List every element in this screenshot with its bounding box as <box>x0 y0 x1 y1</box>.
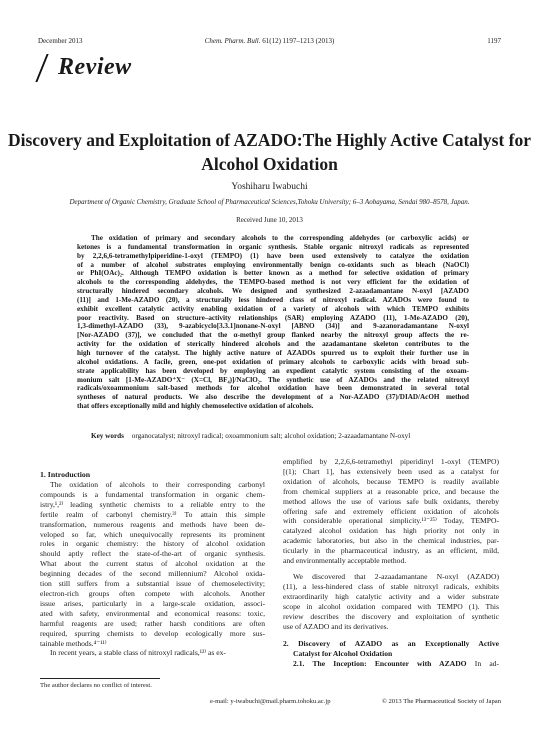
abstract-line: radicals/oxoammonium salt-based methods for alcohol oxidation have been demonstrated in several total <box>77 384 469 393</box>
footnote-rule <box>40 678 160 679</box>
body-text-line: The oxidation of alcohols to their corresponding carbonyl <box>50 480 265 489</box>
abstract-line: ketones is a fundamental transformation in organic synthesis. Stable organic nitroxyl radicals as represented <box>77 242 469 251</box>
body-column-right <box>283 457 499 669</box>
body-text-line: issue arises, particularly in a large-scale oxidation, associ- <box>40 598 265 608</box>
abstract-line: 1,3-dimethyl-AZADO (33), 9-azabicyclo[3.3.1]nonane-N-oxyl [ABNO (34)] and 9-azanoradamantane N-oxyl <box>77 322 469 331</box>
review-label: Review <box>58 54 132 80</box>
introduction-paragraph-2-continued <box>283 457 499 566</box>
abstract-line: by 2,2,6,6-tetramethylpiperidine-1-oxyl (TEMPO) (1) have been used extensively to catalyze the oxidation <box>77 251 469 260</box>
body-text-line: scope in alcohol oxidation compared with TEMPO (1). This <box>283 601 499 611</box>
body-text-line: What about the current status of alcohol oxidation at the <box>40 559 265 569</box>
abstract-line: high turnover of the catalyst. The highly active nature of AZADOs spurred us to exploit their further use in <box>77 348 469 357</box>
body-text-line: beginning decades of the second millennium? Alcohol oxida- <box>40 569 265 579</box>
abstract-line: The oxidation of primary and secondary alcohols to the corresponding aldehydes (or carboxylic acids) or <box>91 234 469 242</box>
body-text-line: [(1); Chart 1], has extensively been used as a catalyst for <box>283 466 499 476</box>
abstract-line: of a number of alcohol substrates employing environmentally benign co-oxidants such as bleach (NaOCl) <box>77 260 469 269</box>
body-text-line: ticularly in the pharmaceutical industry, as an efficient, mild, <box>283 546 499 556</box>
footnote-conflict: The author declares no conflict of interest. <box>40 682 152 689</box>
body-text-line: offering safe and extremely efficient oxidation of alcohols <box>283 506 499 516</box>
author-email: e-mail: y-iwabuchi@mail.pharm.tohoku.ac.jp <box>210 698 331 705</box>
body-text-line: istry,¹,²⁾ leading synthetic chemists to a reliable entry to the <box>40 499 265 509</box>
abstract-line: activity for the oxidation of sterically hindered alcohols and the azadamantane skeleton contributes to the <box>77 340 469 349</box>
running-header-journal <box>0 37 539 45</box>
subsection-2-1-title: 2.1. The Inception: Encounter with AZADO <box>293 659 467 669</box>
body-text-line: tainable methods.⁴⁻¹¹⁾ <box>40 638 107 648</box>
affiliation-line: Department of Organic Chemistry, Graduate School of Pharmaceutical Sciences, <box>69 198 298 206</box>
review-section-mark <box>36 54 132 81</box>
body-text-line: harmful reagents are used; rather harsh conditions are often <box>40 618 265 628</box>
author-name: Yoshiharu Iwabuchi <box>231 182 308 192</box>
abstract-line: poor reactivity. Based on structure–activity relationships (SAR) employing AZADO (11), 1-Me-AZADO (20), <box>77 313 469 322</box>
body-text-line: transformation, numerous reagents and methods have been de- <box>40 519 265 529</box>
abstract-line: (11)] and 1-Me-AZADO (20), a structurally less hindered class of nitroxyl radical. AZADOs were found to <box>77 295 469 304</box>
journal-citation: 61(12) 1197–1213 (2013) <box>262 37 335 45</box>
section-heading-line: 2. Discovery of AZADO as an Exceptionally Active <box>283 639 499 649</box>
body-text-line: use of AZADO and its derivatives. <box>283 621 389 631</box>
abstract-line: structurally hindered secondary alcohols. We designed and synthesized 2-azaadamantane N-oxyl [AZADO <box>77 287 469 296</box>
body-text-line: and environmentally acceptable method. <box>283 556 407 566</box>
body-text-line: should aptly reflect the state-of-the-art of organic synthesis. <box>40 549 265 559</box>
title-line: Discovery and Exploitation of AZADO: <box>7 130 303 150</box>
abstract-line: or PhI(OAc)₂. Although TEMPO oxidation is better known as a method for selective oxidation of primary <box>77 269 469 278</box>
keywords-list: organocatalyst; nitroxyl radical; oxoammonium salt; alcohol oxidation; 2-azaadamantane N-oxyl <box>131 432 411 440</box>
affiliation-line: Tohoku University; 6–3 Aobayama, Sendai 980–8578, Japan. <box>297 198 470 206</box>
title-line: The Highly Active Catalyst for Alcohol Oxidation <box>201 130 532 174</box>
introduction-paragraph-3 <box>283 572 499 631</box>
section-heading-line: Catalyst for Alcohol Oxidation <box>293 649 393 659</box>
body-text-line: from chemical suppliers at a reasonable price, and because the <box>283 486 499 496</box>
running-header-date: December 2013 <box>38 37 83 45</box>
body-text-line: fertile realm of carbonyl chemistry.³⁾ To attain this simple <box>40 509 265 519</box>
body-text-line: academic laboratories, but also in the chemical industries, par- <box>283 536 499 546</box>
abstract-line: syntheses of natural products. We also describe the development of a Nor-AZADO (37)/DIAD/AcOH method <box>77 393 469 402</box>
keywords <box>91 432 410 440</box>
slash-mark <box>36 55 50 81</box>
abstract-line: monium salt [1-Me-AZADO⁺X⁻ (X=Cl, BF₄)]/NaClO₂. The synthetic use of AZADOs and the related nitroxyl <box>77 375 469 384</box>
body-text-line: with considerable operational simplicity.¹³⁻²⁵⁾ Today, TEMPO- <box>283 516 499 526</box>
body-text-line: tion still suffers from a substantial issue of chemoselectivity; <box>40 579 265 589</box>
body-text-line: electron-rich groups often compete with alcohols. Another <box>40 588 265 598</box>
body-text-line: compounds is a fundamental transformation in organic chem- <box>40 489 265 499</box>
body-text-line: review describes the discovery and exploitation of synthetic <box>283 611 499 621</box>
body-text-line: roles in organic chemistry: the history of alcohol oxidation <box>40 539 265 549</box>
body-text-line: method allows the use of various safe bulk oxidants, thereby <box>283 496 499 506</box>
body-text-line: catalyzed alcohol oxidation has high priority not only in <box>283 526 499 536</box>
body-column-left <box>40 470 265 658</box>
abstract-line: that offers exceptionally mild and highly chemoselective oxidation of alcohols. <box>77 402 314 411</box>
abstract-line: [Nor-AZADO (37)], we concluded that the α-methyl group flanked nearby the nitroxyl group affects the re- <box>77 331 469 340</box>
body-text-line: extraordinarily high catalytic activity and a wider substrate <box>283 591 499 601</box>
section-heading-introduction: 1. Introduction <box>40 470 91 479</box>
author-affiliation <box>0 198 539 207</box>
introduction-paragraph-2-start: In recent years, a stable class of nitroxyl radicals,¹²⁾ as ex- <box>50 648 226 658</box>
body-text-line: veloped so far, which unequivocally represents its prominent <box>40 529 265 539</box>
page-number: 1197 <box>487 37 501 45</box>
article-title <box>0 128 539 176</box>
body-text-line: ated with safety, environmental and economical reasons: toxic, <box>40 608 265 618</box>
journal-name: Chem. Pharm. Bull. <box>204 37 261 45</box>
body-text-line: required, spurring chemists to develop ecologically more sus- <box>40 628 265 638</box>
section-heading-2 <box>283 639 499 659</box>
introduction-paragraph-1 <box>40 480 265 648</box>
abstract-line: alcohols to the corresponding aldehydes, the TEMPO-based method is not very efficient for the oxidation of <box>77 278 469 287</box>
copyright-notice: © 2013 The Pharmaceutical Society of Japan <box>381 698 501 705</box>
received-date: Received June 10, 2013 <box>236 216 303 224</box>
body-text-line: (11), a less-hindered class of stable nitroxyl radicals, exhibits <box>283 581 499 591</box>
abstract-line: strate applicability has been developed by employing an expedient catalytic system consisting of the oxoam- <box>77 366 469 375</box>
keywords-label: Key words <box>91 432 124 440</box>
abstract-line: exhibit excellent catalytic activity enabling oxidation of a variety of alcohols with which TEMPO exhibits <box>77 304 469 313</box>
body-text-line: We discovered that 2-azaadamantane N-oxyl (AZADO) <box>293 571 499 581</box>
body-text-line: emplified by 2,2,6,6-tetramethyl piperidinyl 1-oxyl (TEMPO) <box>283 457 499 466</box>
abstract <box>77 234 469 411</box>
subsection-heading-2-1 <box>283 659 499 669</box>
abstract-line: alcohol oxidations. A facile, green, one-pot oxidation of primary alcohols to carboxylic acids with broad sub- <box>77 357 469 366</box>
subsection-2-1-text-start: In ad- <box>474 659 500 669</box>
body-text-line: oxidation of alcohols, because TEMPO is readily available <box>283 476 499 486</box>
